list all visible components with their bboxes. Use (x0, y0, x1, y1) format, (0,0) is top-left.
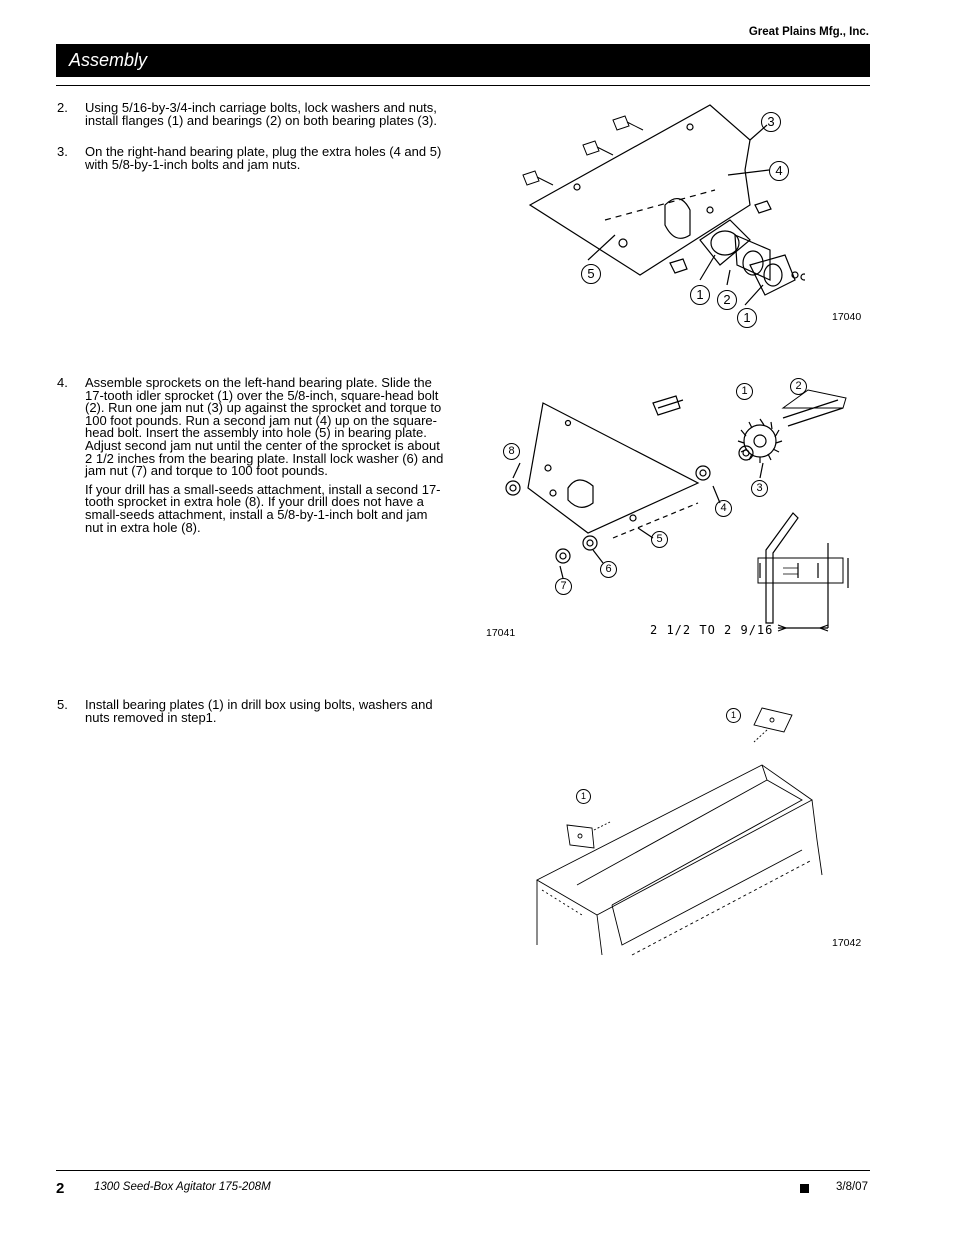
step-4 (57, 377, 449, 540)
callout-4: 4 (715, 500, 732, 517)
bullet-square-icon (800, 1184, 809, 1193)
step-number: 5. (57, 697, 68, 712)
figure-id: 17040 (832, 311, 862, 323)
callout-3: 3 (751, 480, 768, 497)
step-text: Using 5/16-by-3/4-inch carriage bolts, lock washers and nuts, install flanges (1) and bearings (2) on both bearing plates (3). (85, 100, 437, 128)
step-text: If your drill has a small-seeds attachment, install a second 17-tooth sprocket in extra hole (8). If your drill does not have a small-seeds attachment, install a 5/8-by-1-inch bolt and jam nut in extra hole (8). (85, 481, 441, 535)
step-3 (57, 146, 449, 177)
step-2 (57, 102, 449, 133)
callout-1: 1 (726, 708, 741, 723)
company-name: Great Plains Mfg., Inc. (748, 26, 869, 38)
header-rule (56, 85, 870, 86)
callout-7: 7 (555, 578, 572, 595)
step-number: 4. (57, 375, 68, 390)
step-text: Assemble sprockets on the left-hand bearing plate. Slide the 17-tooth idler sprocket (1) over the 5/8-inch, square-head bolt (2). Run one jam nut (3) up against the sprocket and torque to 100 foot pounds. Run a second jam nut (4) up on the square-head bolt. Insert the assembly into hole (5) in bearing plate. Adjust second jam nut until the center of the sprocket is about 2 1/2 inches from the bearing plate. Install lock washer (6) and jam nut (7) and torque to 100 foot pounds. (85, 375, 444, 479)
dimension-label: 2 1/2 TO 2 9/16 (650, 623, 774, 637)
callout-2: 2 (790, 378, 807, 395)
step-number: 2. (57, 100, 68, 115)
callout-6: 6 (600, 561, 617, 578)
figure-id: 17041 (486, 627, 516, 639)
callout-1: 1 (576, 789, 591, 804)
footer-rule (56, 1170, 870, 1171)
step-5 (57, 699, 449, 730)
figure-id: 17042 (832, 937, 862, 949)
section-title-bar (56, 44, 870, 77)
step-number: 3. (57, 144, 68, 159)
callout-5: 5 (581, 264, 601, 284)
callout-4: 4 (769, 161, 789, 181)
callout-1: 1 (736, 383, 753, 400)
callout-1: 1 (690, 285, 710, 305)
page-number: 2 (56, 1180, 65, 1197)
callout-3: 3 (761, 112, 781, 132)
step-text: Install bearing plates (1) in drill box using bolts, washers and nuts removed in step1. (85, 697, 433, 725)
figure-sprocket-assembly (498, 378, 858, 643)
callout-8: 8 (503, 443, 520, 460)
figure-drill-box (522, 700, 832, 960)
document-date: 3/8/07 (836, 1181, 868, 1193)
document-title: 1300 Seed-Box Agitator 175-208M (94, 1181, 271, 1193)
step-text: On the right-hand bearing plate, plug the extra holes (4 and 5) with 5/8-by-1-inch bolts and jam nuts. (85, 144, 442, 172)
callout-1: 1 (737, 308, 757, 328)
section-title: Assembly (69, 50, 148, 70)
callout-2: 2 (717, 290, 737, 310)
callout-5: 5 (651, 531, 668, 548)
figure-bearing-plate-flanges (505, 95, 805, 335)
